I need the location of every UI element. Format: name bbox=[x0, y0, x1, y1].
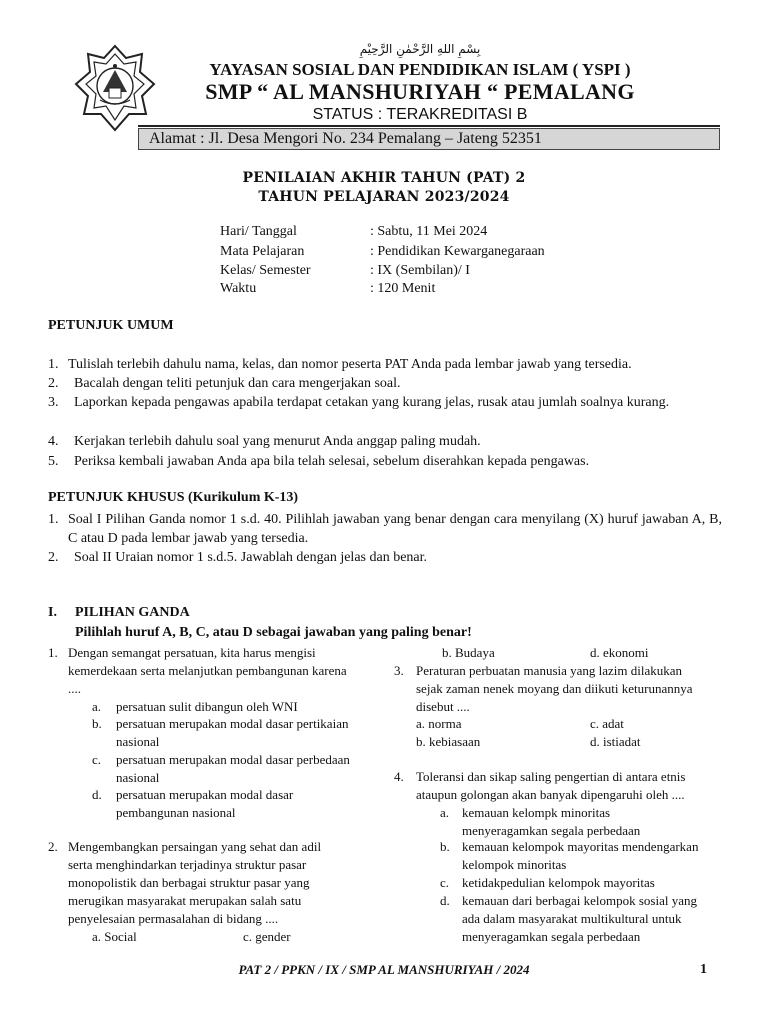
school-logo-icon bbox=[74, 44, 156, 132]
exam-page: بِسْمِ اللهِ الرَّحْمٰنِ الرَّحِيْمِ YAYASAN SOSIAL DAN PENDIDIKAN ISLAM ( YSPI ) SMP “ AL MANSHURIYAH “ PEMALANG STATUS : TERAKREDITASI B Alamat : Jl. Desa Mengori No. 234 Pemalang – Jateng 52351 PENILAIAN AKHIR TAHUN (PAT) 2 TAHUN PELAJARAN 2023/2024 Hari/ Tanggal : Sabtu, 11 Mei 2024 Mata Pelajaran : Pendidikan Kewarganegaraan Kelas/ Semester : IX (Sembilan)/ I Waktu : 120 Menit PETUNJUK UMUM 1. Tulislah terlebih dahulu nama, kelas, dan nomor peserta PAT Anda pada lembar jawab yang tersedia. 2. Bacalah dengan teliti petunjuk dan cara mengerjakan soal. 3. Laporkan kepada pengawas apabila terdapat cetakan yang kurang jelas, rusak atau jumlah soalnya kurang. 4. Kerjakan terlebih dahulu soal yang menurut Anda anggap paling mudah. 5. Periksa kembali jawaban Anda apa bila telah selesai, sebelum diserahkan kepada pengawas. PETUNJUK KHUSUS (Kurikulum K-13) 1. Soal I Pilihan Ganda nomor 1 s.d. 40. Pilihlah jawaban yang benar dengan cara menyilang (X) huruf jawaban A, B, C atau D pada lembar jawab yang tersedia. 2. Soal II Uraian nomor 1 s.d.5. Jawablah dengan jelas dan benar. I. PILIHAN GANDA Pilihlah huruf A, B, C, atau D sebagai jawaban yang paling benar! 1. Dengan semangat persatuan, kita harus mengisi kemerdekaan serta melanjutkan pembangunan karena .... a. persatuan sulit dibangun oleh WNI b. persatuan merupakan modal dasar pertikaian nasional c. persatuan merupakan modal dasar perbedaan nasional d. persatuan merupakan modal dasar pembangunan nasional 2. Mengembangkan persaingan yang sehat dan adil serta menghindarkan terjadinya struktur pasar monopolistik dan berbagai struktur pasar yang merugikan masyarakat merupakan salah satu penyelesaian permasalahan di bidang .... a. Social c. gender b. Budaya d. ekonomi 3. Peraturan perbuatan manusia yang lazim dilakukan sejak zaman nenek moyang dan diikuti keturunannya disebut .... a. norma c. adat b. kebiasaan d. istiadat 4. Toleransi dan sikap saling pengertian di antara etnis ataupun golongan akan banyak dipengaruhi oleh .... a. kemauan kelompk minoritas menyeragamkan segala perbedaan b. kemauan kelompok mayoritas mendengarkan kelompok minoritas c. ketidakpedulian kelompok mayoritas d. kemauan dari berbagai kelompok sosial yang ada dalam masyarakat multikultural untuk menyeragamkan segala perbedaan PAT 2 / PPKN / IX / SMP AL MANSHURIYAH / 2024 1 bbox=[0, 0, 768, 1024]
option-text: ketidakpedulian kelompok mayoritas bbox=[462, 875, 655, 890]
option-text: persatuan merupakan modal dasar perbedaan bbox=[116, 752, 350, 767]
info-value: : Pendidikan Kewarganegaraan bbox=[370, 244, 545, 259]
question-text-line: Toleransi dan sikap saling pengertian di antara etnis bbox=[416, 769, 686, 784]
option-b: b. kebiasaan bbox=[416, 734, 481, 749]
option-text: pembangunan nasional bbox=[116, 805, 236, 820]
option-a: a. Social bbox=[92, 929, 137, 944]
question-number: 2. bbox=[48, 839, 58, 854]
option-label: c. bbox=[440, 875, 450, 890]
option-text: menyeragamkan segala perbedaan bbox=[462, 929, 641, 944]
option-text: nasional bbox=[116, 734, 160, 749]
section-instruction: Pilihlah huruf A, B, C, atau D sebagai jawaban yang paling benar! bbox=[75, 625, 472, 640]
option-d: d. ekonomi bbox=[590, 645, 649, 660]
option-c: c. gender bbox=[243, 929, 291, 944]
option-label: a. bbox=[92, 699, 102, 714]
info-value: : 120 Menit bbox=[370, 281, 436, 296]
option-b: b. Budaya bbox=[442, 645, 495, 660]
section-number: I. bbox=[48, 605, 57, 620]
question-text-line: Mengembangkan persaingan yang sehat dan adil bbox=[68, 839, 322, 854]
exam-title: PENILAIAN AKHIR TAHUN (PAT) 2 bbox=[242, 170, 526, 186]
school-name: SMP “ AL MANSHURIYAH “ PEMALANG bbox=[205, 79, 635, 104]
option-text: persatuan merupakan modal dasar pertikaian bbox=[116, 716, 349, 731]
info-key: Mata Pelajaran bbox=[220, 244, 305, 259]
academic-year: TAHUN PELAJARAN 2023/2024 bbox=[258, 189, 510, 205]
question-text-line: Peraturan perbuatan manusia yang lazim dilakukan bbox=[416, 663, 683, 678]
question-number: 1. bbox=[48, 645, 58, 660]
option-a: a. norma bbox=[416, 716, 462, 731]
question-number: 3. bbox=[394, 663, 404, 678]
option-c: c. adat bbox=[590, 716, 624, 731]
option-text: kemauan dari berbagai kelompok sosial yang bbox=[462, 893, 698, 908]
info-key: Kelas/ Semester bbox=[220, 263, 311, 278]
special-instructions-heading: PETUNJUK KHUSUS (Kurikulum K-13) bbox=[48, 490, 299, 505]
option-label: d. bbox=[92, 787, 102, 802]
question-text-line: disebut .... bbox=[416, 699, 470, 714]
question-text-line: Dengan semangat persatuan, kita harus mengisi bbox=[68, 645, 316, 660]
option-d: d. istiadat bbox=[590, 734, 641, 749]
info-key: Waktu bbox=[220, 281, 257, 296]
info-value: : IX (Sembilan)/ I bbox=[370, 263, 470, 278]
header-divider bbox=[138, 125, 720, 127]
section-title: PILIHAN GANDA bbox=[75, 605, 190, 620]
option-label: b. bbox=[440, 839, 450, 854]
question-text-line: merugikan masyarakat merupakan salah satu bbox=[68, 893, 302, 908]
question-text-line: ataupun golongan akan banyak dipengaruhi oleh .... bbox=[416, 787, 685, 802]
question-text-line: penyelesaian permasalahan di bidang .... bbox=[68, 911, 279, 926]
general-instructions-heading: PETUNJUK UMUM bbox=[48, 318, 174, 333]
option-label: a. bbox=[440, 805, 450, 820]
foundation-name: YAYASAN SOSIAL DAN PENDIDIKAN ISLAM ( YSPI ) bbox=[209, 60, 631, 79]
info-value: : Sabtu, 11 Mei 2024 bbox=[370, 224, 488, 239]
question-text-line: sejak zaman nenek moyang dan diikuti keturunannya bbox=[416, 681, 693, 696]
page-footer: PAT 2 / PPKN / IX / SMP AL MANSHURIYAH / 2024 bbox=[238, 962, 530, 977]
option-text: persatuan sulit dibangun oleh WNI bbox=[116, 699, 298, 714]
option-text: kelompok minoritas bbox=[462, 857, 567, 872]
option-text: ada dalam masyarakat multikultural untuk bbox=[462, 911, 682, 926]
page-number: 1 bbox=[700, 962, 707, 977]
option-text: kemauan kelompok mayoritas mendengarkan bbox=[462, 839, 699, 854]
question-text-line: kemerdekaan serta melanjutkan pembangunan karena bbox=[68, 663, 347, 678]
question-number: 4. bbox=[394, 769, 404, 784]
option-text: nasional bbox=[116, 770, 160, 785]
question-text-line: .... bbox=[68, 681, 81, 696]
option-text: persatuan merupakan modal dasar bbox=[116, 787, 294, 802]
question-text-line: monopolistik dan berbagai struktur pasar yang bbox=[68, 875, 310, 890]
option-label: b. bbox=[92, 716, 102, 731]
arabic-basmalah: بِسْمِ اللهِ الرَّحْمٰنِ الرَّحِيْمِ bbox=[359, 42, 481, 56]
option-text: menyeragamkan segala perbedaan bbox=[462, 823, 641, 838]
accreditation-status: STATUS : TERAKREDITASI B bbox=[312, 106, 528, 123]
school-address: Alamat : Jl. Desa Mengori No. 234 Pemalang – Jateng 52351 bbox=[138, 128, 720, 150]
info-key: Hari/ Tanggal bbox=[220, 224, 297, 239]
option-label: d. bbox=[440, 893, 450, 908]
option-label: c. bbox=[92, 752, 102, 767]
option-text: kemauan kelompk minoritas bbox=[462, 805, 611, 820]
question-text-line: serta menghindarkan terjadinya struktur pasar bbox=[68, 857, 307, 872]
